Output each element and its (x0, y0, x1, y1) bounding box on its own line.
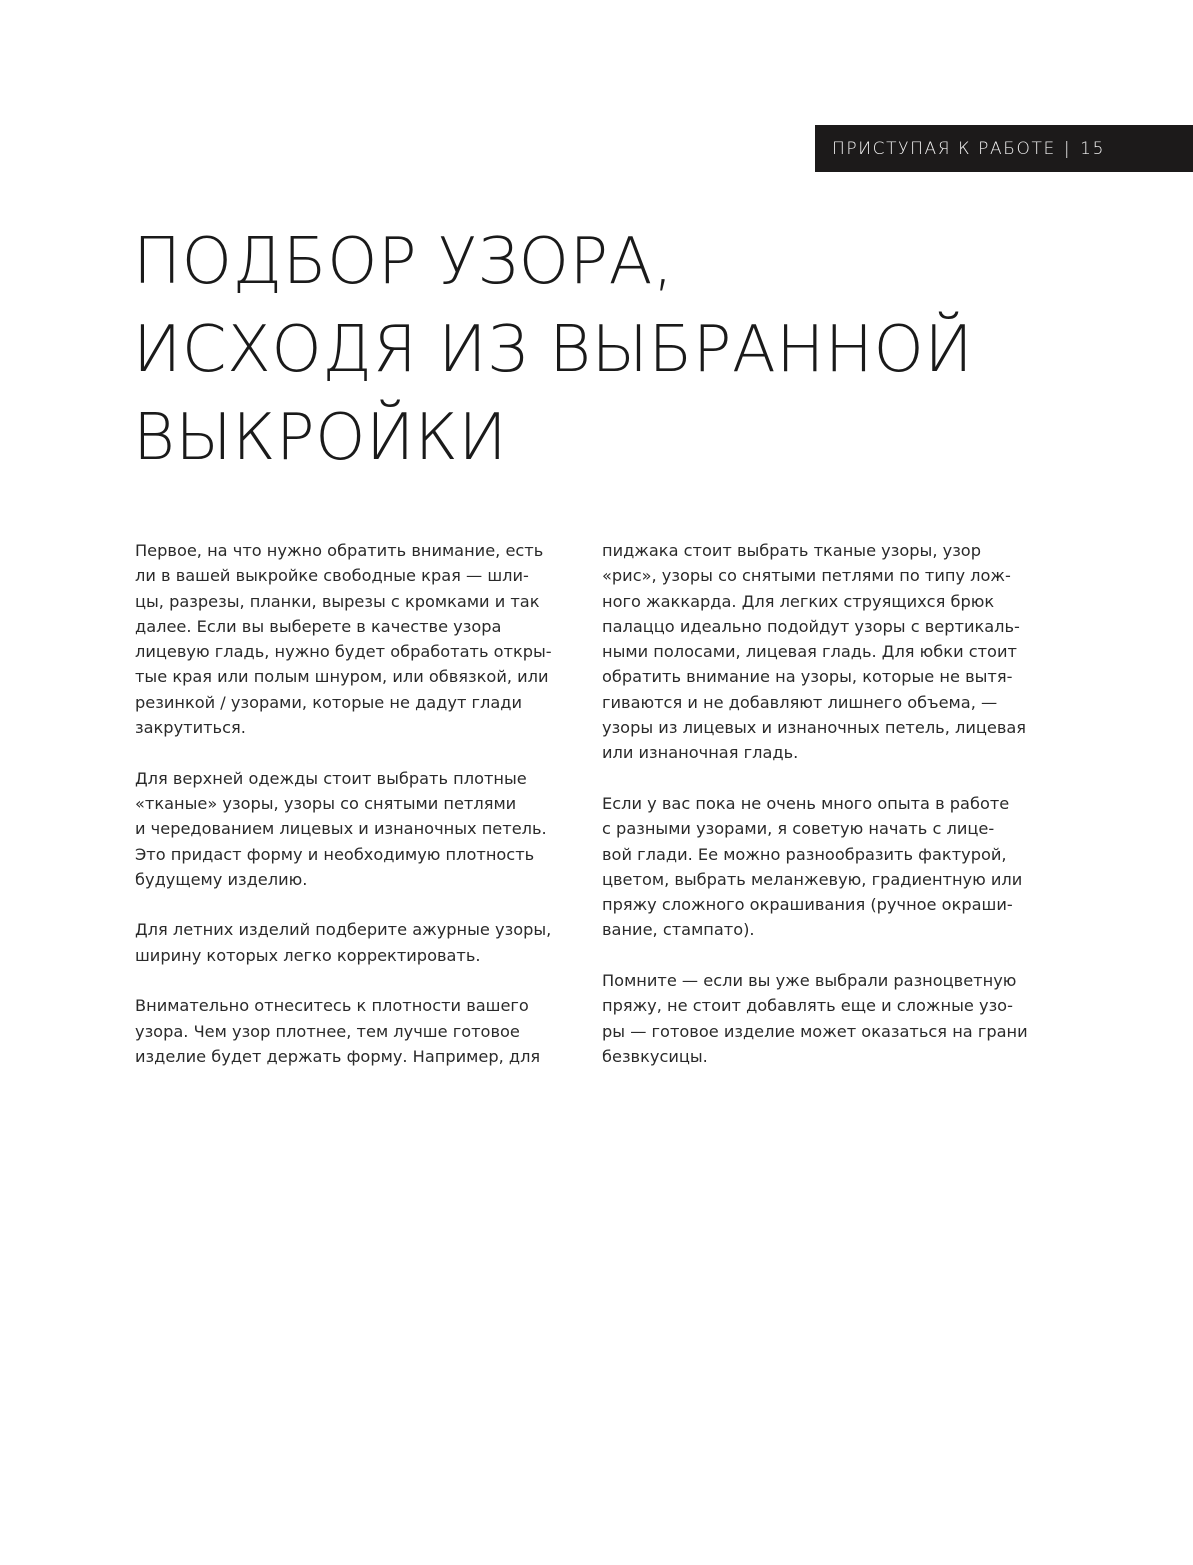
text-line: будущему изделию. (135, 869, 308, 889)
text-line: вание, стампато). (602, 920, 755, 940)
text-line: и чередованием лицевых и изнаночных петель. (135, 819, 547, 839)
left-column (135, 538, 565, 1095)
text-line: Помните — если вы уже выбрали разноцветную (602, 971, 1017, 991)
paragraph (602, 791, 1032, 943)
paragraph (135, 766, 565, 892)
page-number: 15 (1080, 138, 1105, 159)
text-line: ры — готовое изделие может оказаться на грани (602, 1021, 1028, 1041)
paragraph (602, 538, 1032, 766)
text-line: Для верхней одежды стоит выбрать плотные (135, 768, 527, 788)
running-header-text (832, 139, 1105, 159)
text-line: ли в вашей выкройке свободные края — шли- (135, 566, 529, 586)
text-line: узоры из лицевых и изнаночных петель, лицевая (602, 718, 1027, 738)
text-line: пиджака стоит выбрать тканые узоры, узор (602, 541, 981, 560)
text-line: цветом, выбрать меланжевую, градиентную или (602, 869, 1023, 889)
text-line: «тканые» узоры, узоры со снятыми петлями (135, 793, 517, 813)
section-title: ПРИСТУПАЯ К РАБОТЕ (832, 138, 1056, 159)
text-line: резинкой / узорами, которые не дадут глади (135, 692, 523, 712)
header-separator: | (1063, 138, 1072, 159)
title-line: ВЫКРОЙКИ (133, 401, 508, 475)
text-line: пряжу сложного окрашивания (ручное окраши- (602, 895, 1013, 915)
text-line: обратить внимание на узоры, которые не вытя- (602, 667, 1013, 687)
text-line: Первое, на что нужно обратить внимание, есть (135, 541, 544, 560)
text-line: закрутиться. (135, 718, 246, 738)
text-line: цы, разрезы, планки, вырезы с кромками и так (135, 591, 540, 611)
text-line: Внимательно отнеситесь к плотности вашего (135, 996, 529, 1016)
text-line: пряжу, не стоит добавлять еще и сложные узо- (602, 996, 1013, 1016)
paragraph (135, 917, 565, 968)
text-line: ными полосами, лицевая гладь. Для юбки стоит (602, 642, 1017, 662)
text-line: лицевую гладь, нужно будет обработать откры- (135, 642, 552, 662)
running-header (815, 125, 1193, 172)
page-title (133, 218, 1133, 482)
paragraph (135, 993, 565, 1069)
text-line: тые края или полым шнуром, или обвязкой, или (135, 667, 549, 687)
text-line: изделие будет держать форму. Например, для (135, 1046, 541, 1066)
text-line: или изнаночная гладь. (602, 743, 799, 763)
text-line: Для летних изделий подберите ажурные узоры, (135, 920, 552, 940)
text-line: гиваются и не добавляют лишнего объема, — (602, 692, 998, 712)
paragraph (602, 968, 1032, 1069)
right-column (602, 538, 1032, 1095)
text-line: узора. Чем узор плотнее, тем лучше готовое (135, 1021, 520, 1041)
title-line: ПОДБОР УЗОРА, (133, 225, 674, 299)
text-line: ширину которых легко корректировать. (135, 945, 481, 965)
text-line: с разными узорами, я советую начать с лице- (602, 819, 995, 839)
text-line: Это придаст форму и необходимую плотность (135, 844, 535, 864)
text-line: далее. Если вы выберете в качестве узора (135, 616, 502, 636)
text-line: вой глади. Ее можно разнообразить фактурой, (602, 844, 1007, 864)
text-line: «рис», узоры со снятыми петлями по типу лож- (602, 566, 1011, 586)
text-line: ного жаккарда. Для легких струящихся брюк (602, 591, 995, 611)
paragraph (135, 538, 565, 740)
title-line: ИСХОДЯ ИЗ ВЫБРАННОЙ (133, 313, 974, 387)
text-line: Если у вас пока не очень много опыта в работе (602, 793, 1010, 813)
text-line: безвкусицы. (602, 1046, 708, 1066)
text-line: палаццо идеально подойдут узоры с вертикаль- (602, 616, 1020, 636)
